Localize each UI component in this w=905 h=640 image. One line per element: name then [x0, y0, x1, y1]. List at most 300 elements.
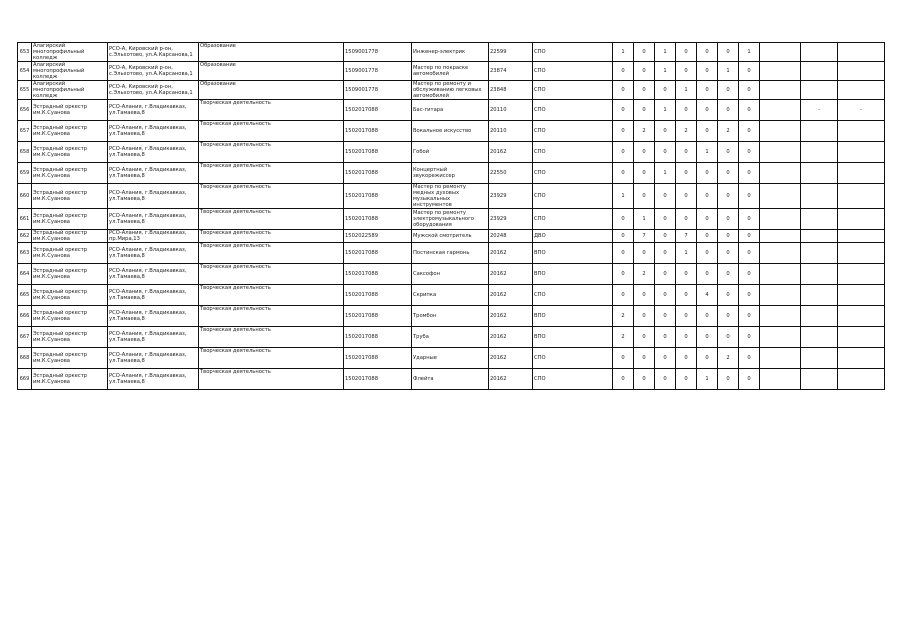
count-cell: 0 — [634, 243, 655, 264]
inn-code: 1502017088 — [344, 243, 412, 264]
okpdtr-code: 23929 — [489, 209, 533, 230]
table-row — [18, 327, 885, 348]
count-cell: 0 — [697, 348, 718, 369]
okpdtr-code: 23929 — [489, 184, 533, 209]
extra-cell — [801, 209, 838, 230]
count-cell: 0 — [718, 100, 739, 121]
row-number: 654 — [18, 62, 32, 81]
okpdtr-code: 20162 — [489, 306, 533, 327]
count-cell: 0 — [739, 121, 760, 142]
count-cell: 0 — [718, 264, 739, 285]
inn-code: 1502017088 — [344, 348, 412, 369]
count-cell: 0 — [634, 306, 655, 327]
count-cell: 0 — [697, 264, 718, 285]
organization-address: РСО-А, Кировский р-он, с.Эльхотово, ул.А.Карсанова,1 — [108, 62, 199, 81]
inn-code: 1502017088 — [344, 285, 412, 306]
education-form: ВПО — [533, 327, 613, 348]
row-number: 667 — [18, 327, 32, 348]
specialty-name: Мастер по ремонту медных духовых музыкальных инструментов — [412, 184, 489, 209]
okpdtr-code: 20248 — [489, 230, 533, 243]
education-form: ВПО — [533, 264, 613, 285]
inn-code: 1502017088 — [344, 184, 412, 209]
activity-field: Творческая деятельность — [199, 327, 344, 348]
table-row — [18, 62, 885, 81]
specialty-name: Труба — [412, 327, 489, 348]
specialty-name: Вокальное искусство — [412, 121, 489, 142]
count-cell: 0 — [697, 81, 718, 100]
education-form: СПО — [533, 81, 613, 100]
table-row — [18, 184, 885, 209]
row-number: 655 — [18, 81, 32, 100]
inn-code: 1509001778 — [344, 62, 412, 81]
extra-cell — [838, 369, 885, 390]
education-form: СПО — [533, 121, 613, 142]
extra-cell — [838, 230, 885, 243]
specialty-name: Мастер по покраске автомобилей — [412, 62, 489, 81]
okpdtr-code: 23848 — [489, 81, 533, 100]
count-cell: 1 — [739, 43, 760, 62]
count-cell: 2 — [718, 348, 739, 369]
activity-field: Творческая деятельность — [199, 230, 344, 243]
inn-code: 1502017088 — [344, 264, 412, 285]
count-cell: 0 — [739, 306, 760, 327]
count-cell: 0 — [697, 230, 718, 243]
count-cell: 0 — [676, 142, 697, 163]
count-cell: 0 — [655, 184, 676, 209]
count-cell: 1 — [697, 369, 718, 390]
count-cell: 2 — [613, 306, 634, 327]
count-cell: 0 — [739, 209, 760, 230]
education-form: СПО — [533, 369, 613, 390]
count-cell: 0 — [676, 306, 697, 327]
organization-name: Эстрадный оркестр им.К.Суанова — [32, 121, 108, 142]
activity-field: Творческая деятельность — [199, 184, 344, 209]
count-cell: 0 — [697, 43, 718, 62]
count-cell: 2 — [613, 327, 634, 348]
count-cell: 0 — [739, 264, 760, 285]
organization-address: РСО-Алания, г.Владикавказ, ул.Тамаева,8 — [108, 285, 199, 306]
count-cell: 0 — [718, 243, 739, 264]
organization-address: РСО-Алания, г.Владикавказ, пр.Мира,13 — [108, 230, 199, 243]
extra-cell — [801, 81, 838, 100]
extra-cell — [760, 100, 801, 121]
count-cell: 0 — [655, 327, 676, 348]
organization-name: Алагирский многопрофильный колледж — [32, 62, 108, 81]
row-number: 653 — [18, 43, 32, 62]
table-row — [18, 100, 885, 121]
vacancy-table — [17, 42, 885, 390]
count-cell: 0 — [634, 163, 655, 184]
extra-cell — [801, 243, 838, 264]
count-cell: 2 — [634, 264, 655, 285]
okpdtr-code: 20162 — [489, 369, 533, 390]
row-number: 668 — [18, 348, 32, 369]
count-cell: 0 — [634, 81, 655, 100]
extra-cell — [838, 163, 885, 184]
count-cell: 0 — [739, 327, 760, 348]
row-number: 658 — [18, 142, 32, 163]
count-cell: 0 — [697, 243, 718, 264]
row-number: 659 — [18, 163, 32, 184]
row-number: 661 — [18, 209, 32, 230]
inn-code: 1509001778 — [344, 81, 412, 100]
count-cell: 1 — [676, 81, 697, 100]
row-number: 669 — [18, 369, 32, 390]
count-cell: 2 — [676, 121, 697, 142]
activity-field: Творческая деятельность — [199, 209, 344, 230]
activity-field: Творческая деятельность — [199, 285, 344, 306]
extra-cell — [760, 121, 801, 142]
count-cell: 1 — [613, 43, 634, 62]
activity-field: Творческая деятельность — [199, 100, 344, 121]
extra-cell — [801, 369, 838, 390]
extra-cell — [838, 142, 885, 163]
education-form: СПО — [533, 184, 613, 209]
table-row — [18, 285, 885, 306]
count-cell: 0 — [739, 81, 760, 100]
organization-name: Эстрадный оркестр им.К.Суанова — [32, 285, 108, 306]
organization-name: Эстрадный оркестр им.К.Суанова — [32, 163, 108, 184]
extra-cell — [801, 184, 838, 209]
activity-field: Творческая деятельность — [199, 121, 344, 142]
count-cell: 1 — [676, 243, 697, 264]
extra-cell — [760, 243, 801, 264]
count-cell: 1 — [718, 62, 739, 81]
extra-cell — [801, 327, 838, 348]
count-cell: 0 — [697, 62, 718, 81]
count-cell: 0 — [634, 62, 655, 81]
extra-cell — [760, 348, 801, 369]
organization-name: Эстрадный оркестр им.К.Суанова — [32, 230, 108, 243]
table-row — [18, 348, 885, 369]
count-cell: 0 — [739, 369, 760, 390]
row-number: 656 — [18, 100, 32, 121]
row-number: 664 — [18, 264, 32, 285]
count-cell: 0 — [613, 230, 634, 243]
okpdtr-code: 23874 — [489, 62, 533, 81]
extra-cell — [760, 209, 801, 230]
okpdtr-code: 20110 — [489, 100, 533, 121]
extra-cell — [801, 163, 838, 184]
row-number: 665 — [18, 285, 32, 306]
count-cell: 0 — [613, 243, 634, 264]
extra-cell — [760, 142, 801, 163]
count-cell: 0 — [634, 369, 655, 390]
organization-address: РСО-Алания, г.Владикавказ, ул.Тамаева,8 — [108, 121, 199, 142]
count-cell: 0 — [739, 348, 760, 369]
extra-cell — [838, 62, 885, 81]
extra-cell — [760, 230, 801, 243]
count-cell: 0 — [655, 230, 676, 243]
organization-name: Эстрадный оркестр им.К.Суанова — [32, 100, 108, 121]
education-form: СПО — [533, 100, 613, 121]
extra-cell — [760, 264, 801, 285]
count-cell: 0 — [613, 81, 634, 100]
count-cell: 0 — [655, 348, 676, 369]
count-cell: 0 — [676, 100, 697, 121]
organization-name: Эстрадный оркестр им.К.Суанова — [32, 243, 108, 264]
inn-code: 1502017088 — [344, 209, 412, 230]
count-cell: 0 — [613, 100, 634, 121]
count-cell: 0 — [634, 142, 655, 163]
row-number: 657 — [18, 121, 32, 142]
activity-field: Образование — [199, 43, 344, 62]
activity-field: Творческая деятельность — [199, 163, 344, 184]
extra-cell — [801, 142, 838, 163]
okpdtr-code: 20162 — [489, 264, 533, 285]
extra-cell — [838, 121, 885, 142]
organization-name: Алагирский многопрофильный колледж — [32, 81, 108, 100]
organization-address: РСО-Алания, г.Владикавказ, ул.Тамаева,8 — [108, 142, 199, 163]
count-cell: 0 — [697, 327, 718, 348]
specialty-name: Мастер по ремонту электромузыкального оборудования — [412, 209, 489, 230]
activity-field: Образование — [199, 62, 344, 81]
specialty-name: Ударные — [412, 348, 489, 369]
count-cell: 0 — [676, 62, 697, 81]
count-cell: 0 — [697, 121, 718, 142]
count-cell: 0 — [739, 184, 760, 209]
extra-cell — [760, 43, 801, 62]
count-cell: 0 — [739, 163, 760, 184]
extra-cell — [760, 62, 801, 81]
extra-cell — [760, 184, 801, 209]
okpdtr-code: 22599 — [489, 43, 533, 62]
extra-cell — [838, 209, 885, 230]
okpdtr-code: 20162 — [489, 327, 533, 348]
count-cell: 0 — [697, 209, 718, 230]
count-cell: 0 — [718, 142, 739, 163]
education-form: СПО — [533, 163, 613, 184]
inn-code: 1502017088 — [344, 142, 412, 163]
inn-code: 1509001778 — [344, 43, 412, 62]
table-row — [18, 230, 885, 243]
count-cell: 1 — [655, 62, 676, 81]
count-cell: 0 — [676, 264, 697, 285]
okpdtr-code: 20162 — [489, 243, 533, 264]
activity-field: Творческая деятельность — [199, 306, 344, 327]
count-cell: 0 — [718, 230, 739, 243]
specialty-name: Саксофон — [412, 264, 489, 285]
table-row — [18, 81, 885, 100]
extra-cell — [760, 285, 801, 306]
count-cell: 0 — [697, 306, 718, 327]
education-form: СПО — [533, 348, 613, 369]
count-cell: 1 — [613, 184, 634, 209]
extra-cell — [801, 62, 838, 81]
count-cell: 0 — [676, 369, 697, 390]
extra-cell — [801, 285, 838, 306]
count-cell: 0 — [655, 209, 676, 230]
count-cell: 1 — [634, 209, 655, 230]
count-cell: 0 — [697, 100, 718, 121]
organization-name: Эстрадный оркестр им.К.Суанова — [32, 348, 108, 369]
count-cell: 1 — [655, 43, 676, 62]
organization-address: РСО-Алания, г.Владикавказ, ул.Тамаева,8 — [108, 100, 199, 121]
inn-code: 1502017088 — [344, 100, 412, 121]
extra-cell — [801, 264, 838, 285]
extra-cell — [838, 264, 885, 285]
education-form: ВПО — [533, 306, 613, 327]
count-cell: 0 — [739, 285, 760, 306]
count-cell: 2 — [634, 121, 655, 142]
specialty-name: Мастер по ремонту и обслуживанию легковых автомобилей — [412, 81, 489, 100]
extra-cell — [801, 348, 838, 369]
extra-cell — [760, 81, 801, 100]
extra-cell — [801, 230, 838, 243]
row-number: 662 — [18, 230, 32, 243]
extra-cell — [801, 43, 838, 62]
table-row — [18, 243, 885, 264]
count-cell: 0 — [676, 163, 697, 184]
education-form: ДВО — [533, 230, 613, 243]
count-cell: 0 — [718, 306, 739, 327]
count-cell: 0 — [655, 243, 676, 264]
organization-address: РСО-А, Кировский р-он, с.Эльхотово, ул.А.Карсанова,1 — [108, 81, 199, 100]
row-number: 660 — [18, 184, 32, 209]
count-cell: 0 — [613, 348, 634, 369]
count-cell: 0 — [655, 81, 676, 100]
row-number: 666 — [18, 306, 32, 327]
organization-address: РСО-Алания, г.Владикавказ, ул.Тамаева,8 — [108, 184, 199, 209]
count-cell: 0 — [676, 285, 697, 306]
count-cell: 0 — [655, 264, 676, 285]
organization-address: РСО-Алания, г.Владикавказ, ул.Тамаева,8 — [108, 264, 199, 285]
organization-name: Эстрадный оркестр им.К.Суанова — [32, 306, 108, 327]
count-cell: 0 — [613, 209, 634, 230]
count-cell: 0 — [634, 348, 655, 369]
specialty-name: Тромбон — [412, 306, 489, 327]
count-cell: 0 — [634, 285, 655, 306]
count-cell: 0 — [718, 369, 739, 390]
count-cell: 0 — [613, 121, 634, 142]
count-cell: 0 — [697, 184, 718, 209]
organization-address: РСО-Алания, г.Владикавказ, ул.Тамаева,8 — [108, 306, 199, 327]
specialty-name: Постинская гармонь — [412, 243, 489, 264]
extra-cell — [838, 184, 885, 209]
count-cell: 0 — [718, 81, 739, 100]
specialty-name: Скрипка — [412, 285, 489, 306]
count-cell: 0 — [676, 209, 697, 230]
count-cell: 0 — [739, 230, 760, 243]
count-cell: 0 — [718, 163, 739, 184]
extra-cell — [838, 327, 885, 348]
count-cell: 0 — [613, 163, 634, 184]
count-cell: 0 — [634, 327, 655, 348]
extra-cell — [838, 306, 885, 327]
count-cell: 0 — [676, 327, 697, 348]
table-row — [18, 369, 885, 390]
education-form: СПО — [533, 43, 613, 62]
table-row — [18, 121, 885, 142]
education-form: ВПО — [533, 243, 613, 264]
count-cell: 0 — [634, 100, 655, 121]
extra-cell — [801, 121, 838, 142]
organization-address: РСО-Алания, г.Владикавказ, ул.Тамаева,8 — [108, 348, 199, 369]
inn-code: 1502017088 — [344, 163, 412, 184]
education-form: СПО — [533, 209, 613, 230]
table-row — [18, 209, 885, 230]
count-cell: 0 — [739, 100, 760, 121]
count-cell: 4 — [697, 285, 718, 306]
organization-name: Эстрадный оркестр им.К.Суанова — [32, 209, 108, 230]
organization-name: Эстрадный оркестр им.К.Суанова — [32, 327, 108, 348]
count-cell: 0 — [655, 306, 676, 327]
okpdtr-code: 20110 — [489, 121, 533, 142]
organization-address: РСО-Алания, г.Владикавказ, ул.Тамаева,8 — [108, 163, 199, 184]
inn-code: 1502017088 — [344, 327, 412, 348]
count-cell: 0 — [613, 369, 634, 390]
count-cell: 7 — [676, 230, 697, 243]
table-row — [18, 306, 885, 327]
table-row — [18, 163, 885, 184]
extra-cell — [838, 348, 885, 369]
organization-name: Эстрадный оркестр им.К.Суанова — [32, 369, 108, 390]
extra-cell — [760, 327, 801, 348]
organization-name: Эстрадный оркестр им.К.Суанова — [32, 264, 108, 285]
count-cell: 0 — [739, 62, 760, 81]
specialty-name: Инженер-электрик — [412, 43, 489, 62]
activity-field: Творческая деятельность — [199, 369, 344, 390]
count-cell: 1 — [697, 142, 718, 163]
count-cell: 0 — [718, 327, 739, 348]
count-cell: 0 — [739, 243, 760, 264]
organization-name: Алагирский многопрофильный колледж — [32, 43, 108, 62]
okpdtr-code: 20162 — [489, 348, 533, 369]
inn-code: 1502017088 — [344, 121, 412, 142]
education-form: СПО — [533, 142, 613, 163]
organization-address: РСО-Алания, г.Владикавказ, ул.Тамаева,8 — [108, 327, 199, 348]
count-cell: 1 — [655, 163, 676, 184]
specialty-name: Концертный звукорежиссер — [412, 163, 489, 184]
table-row — [18, 43, 885, 62]
count-cell: 0 — [613, 62, 634, 81]
extra-cell — [760, 163, 801, 184]
extra-cell: - — [801, 100, 838, 121]
count-cell: 0 — [613, 285, 634, 306]
count-cell: 1 — [655, 100, 676, 121]
count-cell: 0 — [697, 163, 718, 184]
extra-cell — [760, 369, 801, 390]
count-cell: 0 — [613, 264, 634, 285]
count-cell: 0 — [634, 43, 655, 62]
specialty-name: Флейта — [412, 369, 489, 390]
specialty-name: Гобой — [412, 142, 489, 163]
extra-cell — [838, 43, 885, 62]
row-number: 663 — [18, 243, 32, 264]
activity-field: Творческая деятельность — [199, 142, 344, 163]
extra-cell: - — [838, 100, 885, 121]
count-cell: 0 — [718, 43, 739, 62]
activity-field: Творческая деятельность — [199, 243, 344, 264]
education-form: СПО — [533, 62, 613, 81]
count-cell: 0 — [655, 369, 676, 390]
extra-cell — [838, 81, 885, 100]
count-cell: 0 — [634, 184, 655, 209]
organization-address: РСО-Алания, г.Владикавказ, ул.Тамаева,8 — [108, 243, 199, 264]
count-cell: 0 — [718, 285, 739, 306]
organization-address: РСО-А, Кировский р-он, с.Эльхотово, ул.А.Карсанова,1 — [108, 43, 199, 62]
activity-field: Образование — [199, 81, 344, 100]
count-cell: 0 — [676, 184, 697, 209]
organization-address: РСО-Алания, г.Владикавказ, ул.Тамаева,8 — [108, 369, 199, 390]
okpdtr-code: 20162 — [489, 285, 533, 306]
count-cell: 0 — [739, 142, 760, 163]
specialty-name: Бас-гитара — [412, 100, 489, 121]
count-cell: 0 — [676, 43, 697, 62]
count-cell: 0 — [718, 184, 739, 209]
inn-code: 1502017088 — [344, 369, 412, 390]
count-cell: 0 — [655, 121, 676, 142]
